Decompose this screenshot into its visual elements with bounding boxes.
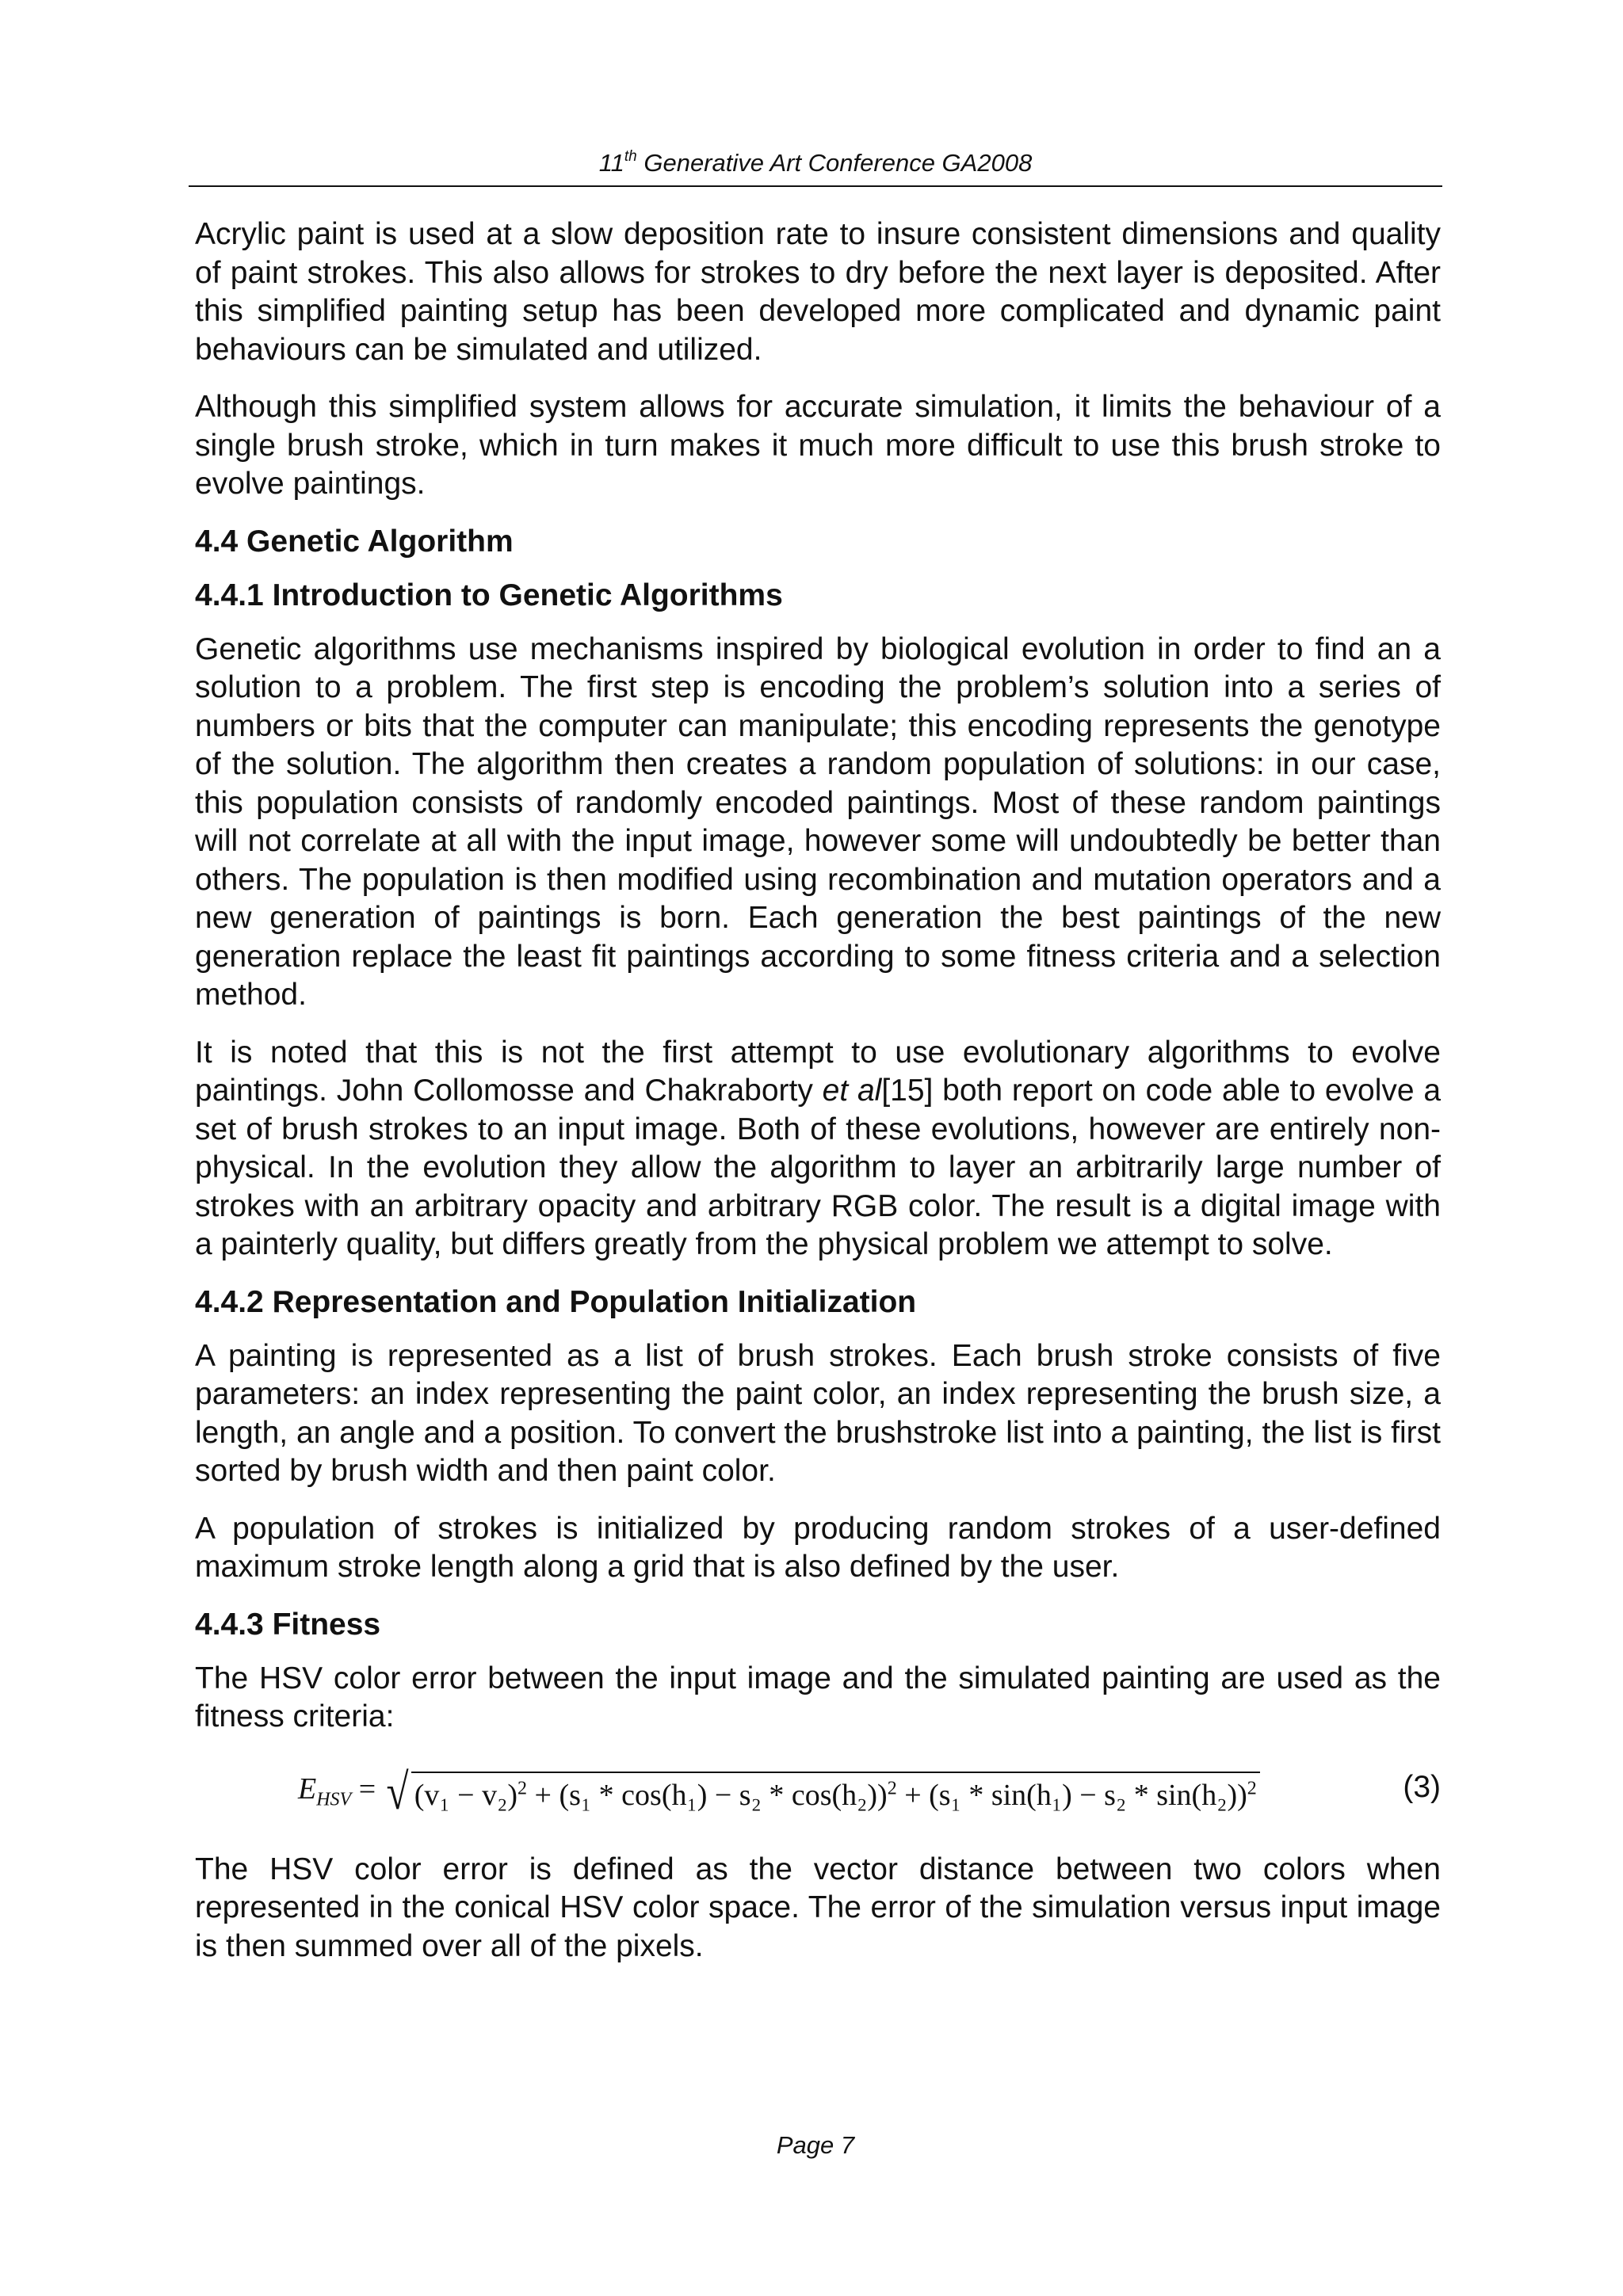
paragraph-simplified-system: Although this simplified system allows for accurate simulation, it limits the behaviour of a single brush stroke, which in turn makes it much more difficult to use this brush stroke to evolve paintings. — [195, 390, 1441, 501]
heading-representation: 4.4.2 Representation and Population Initialization — [195, 1284, 917, 1319]
equation-lhs-subscript: HSV — [316, 1789, 352, 1810]
square-root-radicand — [411, 1772, 1260, 1813]
paragraph-fitness-criteria: The HSV color error between the input image and the simulated painting are used as the fitness criteria: — [195, 1661, 1441, 1733]
equation-lhs-symbol: E — [298, 1772, 317, 1806]
heading-genetic-algorithm: 4.4 Genetic Algorithm — [195, 524, 514, 559]
equation-exponent: 2 — [887, 1777, 897, 1798]
equation-hsv-error — [195, 1756, 1441, 1832]
citation-et-al: et al — [822, 1074, 882, 1108]
paragraph-genetic-algorithms: Genetic algorithms use mechanisms inspired by biological evolution in order to find an a solution to a problem. The first step is encoding the problem’s solution into a series of numbers or bits that the computer can manipulate; this encoding represents the genotype of the solution. The algorithm then creates a random population of solutions: in our case, this population consists of randomly encoded paintings. Most of these random paintings will not correlate at all with the input image, however some will undoubtedly be better than others. The population is then modified using recombination and mutation operators and a new generation of paintings is born. Each generation the best paintings of the new generation replace the least fit paintings according to some fitness criteria and a selection method. — [195, 631, 1441, 1012]
prior-work-text-before: It is noted that this is not the first attempt to use evolutionary algorithms to evolve paintings. John Collomosse and Chakraborty — [195, 1035, 1441, 1108]
paragraph-hsv-error-definition: The HSV color error is defined as the vector distance between two colors when represented in the conical HSV color space. The error of the simulation versus input image is then summed over all of the pixels. — [195, 1852, 1441, 1963]
header-title: Generative Art Conference GA2008 — [636, 149, 1033, 177]
heading-fitness: 4.4.3 Fitness — [195, 1607, 381, 1642]
equation-plus: + — [534, 1778, 552, 1812]
paragraph-acrylic-paint: Acrylic paint is used at a slow deposition rate to insure consistent dimensions and quality of paint strokes. This also allows for strokes to dry before the next layer is deposited. After this simplified painting setup has been developed more complicated and dynamic paint behaviours can be simulated and utilized. — [195, 217, 1441, 367]
equation-term-cos: (s₁ * cos(h₁) − s₂ * cos(h₂)) — [559, 1778, 888, 1812]
equation-number: (3) — [1403, 1769, 1441, 1804]
equation-lhs — [298, 1772, 352, 1810]
square-root — [384, 1763, 1260, 1820]
paragraph-population-initialization: A population of strokes is initialized by producing random strokes of a user-defined maximum stroke length along a grid that is also defined by the user. — [195, 1511, 1441, 1584]
paragraph-prior-work — [195, 1034, 1441, 1264]
equation-exponent: 2 — [1247, 1777, 1257, 1798]
page-body — [195, 215, 1441, 1985]
page-number: Page 7 — [776, 2131, 855, 2159]
equation-term-sin: (s₁ * sin(h₁) − s₂ * sin(h₂)) — [929, 1778, 1247, 1812]
square-root-icon: √ — [386, 1763, 409, 1820]
equation-plus: + — [904, 1778, 922, 1812]
prior-work-text-after: [15] both report on code able to evolve a set of brush strokes to an input image. Both of these evolutions, however are entirely non-physical. In the evolution they allow the algorithm to layer an arbitrarily large number of strokes with an arbitrary opacity and arbitrary RGB color. The result is a digital image with a painterly quality, but differs greatly from the physical problem we attempt to solve. — [195, 1074, 1442, 1261]
paragraph-painting-representation: A painting is represented as a list of brush strokes. Each brush stroke consists of five parameters: an index representing the paint color, an index representing the brush size, a length, an angle and a position. To convert the brushstroke list into a painting, the list is first sorted by brush width and then paint color. — [195, 1338, 1441, 1488]
running-header — [189, 146, 1442, 181]
header-ordinal-suffix: th — [624, 148, 637, 165]
equation-exponent: 2 — [517, 1777, 528, 1798]
heading-introduction-genetic-algorithms: 4.4.1 Introduction to Genetic Algorithms — [195, 578, 783, 612]
header-ordinal: 11 — [598, 149, 624, 177]
equation-term-value: (v₁ − v₂) — [414, 1778, 518, 1812]
equation-body — [298, 1763, 1260, 1820]
header-rule — [189, 185, 1442, 187]
equation-equals: = — [358, 1772, 376, 1806]
